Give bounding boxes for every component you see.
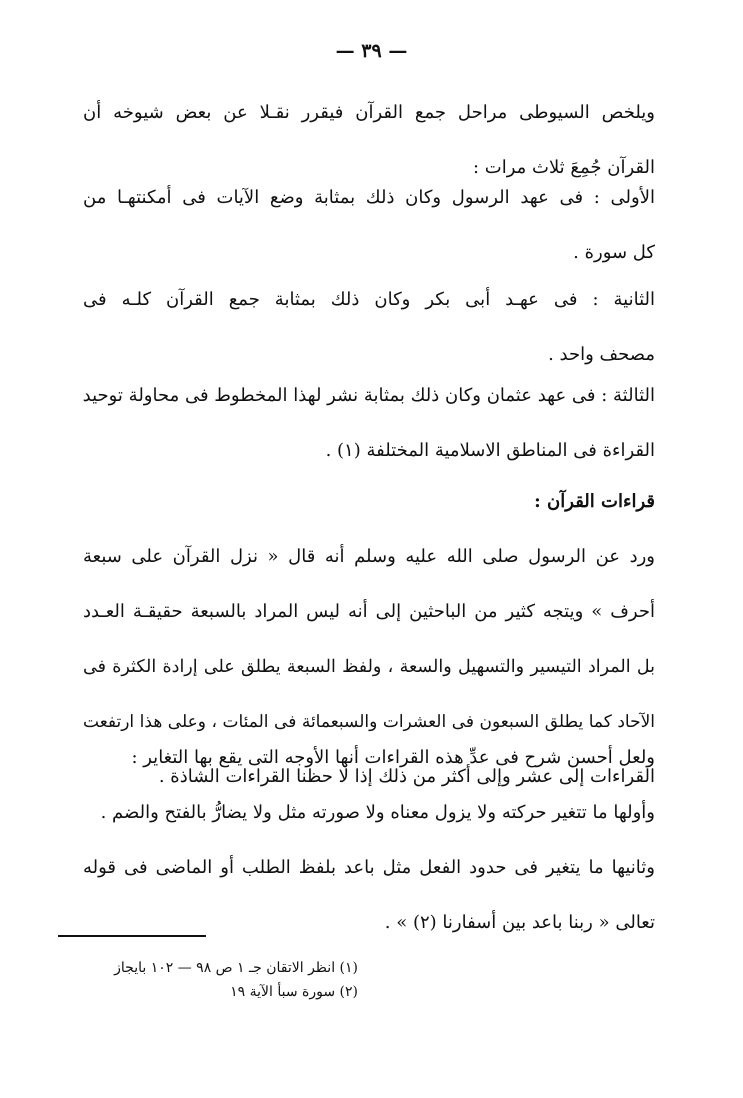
paragraph-line: بل المراد التيسير والتسهيل والسعة ، ولفظ السبعة يطلق على إرادة الكثرة فى xyxy=(83,657,655,677)
paragraph-line: مصحف واحد . xyxy=(548,344,655,365)
second-stage-paragraph xyxy=(83,280,655,390)
paragraph-line: الثانية : فى عهـد أبى بكر وكان ذلك بمثابة جمع القرآن كلـه فى xyxy=(83,289,655,310)
first-stage-paragraph xyxy=(83,178,655,288)
footnote-divider xyxy=(58,935,206,937)
paragraph-line: كل سورة . xyxy=(573,242,655,263)
variations-paragraph xyxy=(83,738,655,958)
page-number: — ٣٩ — xyxy=(335,40,408,62)
paragraph-line: وأولها ما تتغير حركته ولا يزول معناه ولا صورته مثل ولا يضارُّ بالفتح والضم . xyxy=(100,802,655,823)
section-heading: قراءات القرآن : xyxy=(534,491,655,512)
footnote: (١) انظر الاتقان جـ ١ ص ٩٨ — ١٠٢ بايجاز xyxy=(114,960,358,976)
paragraph-line: الأولى : فى عهد الرسول وكان ذلك بمثابة وضع الآيات فى أمكنتهـا من xyxy=(83,187,655,208)
paragraph-line: أحرف » ويتجه كثير من الباحثين إلى أنه ليس المراد بالسبعة حقيقـة العـدد xyxy=(83,601,655,622)
paragraph-line: ولعل أحسن شرح فى عدِّ هذه القراءات أنها الأوجه التى يقع بها التغاير : xyxy=(131,747,655,768)
third-stage-paragraph xyxy=(83,376,655,486)
paragraph-line: القراءة فى المناطق الاسلامية المختلفة (١) . xyxy=(325,440,655,461)
footnote: (٢) سورة سبأ الآية ١٩ xyxy=(230,984,358,1000)
paragraph-line: ورد عن الرسول صلى الله عليه وسلم أنه قال « نزل القرآن على سبعة xyxy=(83,546,655,567)
footnotes xyxy=(58,956,358,1004)
paragraph-line: الثالثة : فى عهد عثمان وكان ذلك بمثابة نشر لهذا المخطوط فى محاولة توحيد xyxy=(83,385,655,406)
paragraph-line: الآحاد كما يطلق السبعون فى العشرات والسبعمائة فى المئات ، وعلى هذا ارتفعت xyxy=(83,712,655,732)
paragraph-line: تعالى « ربنا باعد بين أسفارنا (٢) » . xyxy=(384,912,655,933)
paragraph-line: القرآن جُمِعَ ثلاث مرات : xyxy=(472,157,655,178)
paragraph-line: ويلخص السيوطى مراحل جمع القرآن فيقرر نقـلا عن بعض شيوخه أن xyxy=(83,102,655,123)
paragraph-line: القراءات إلى عشر وإلى أكثر من ذلك إذا لا حظنا القراءات الشاذة . xyxy=(158,766,655,787)
paragraph-line: وثانيها ما يتغير فى حدود الفعل مثل باعد بلفظ الطلب أو الماضى فى قوله xyxy=(83,857,655,878)
